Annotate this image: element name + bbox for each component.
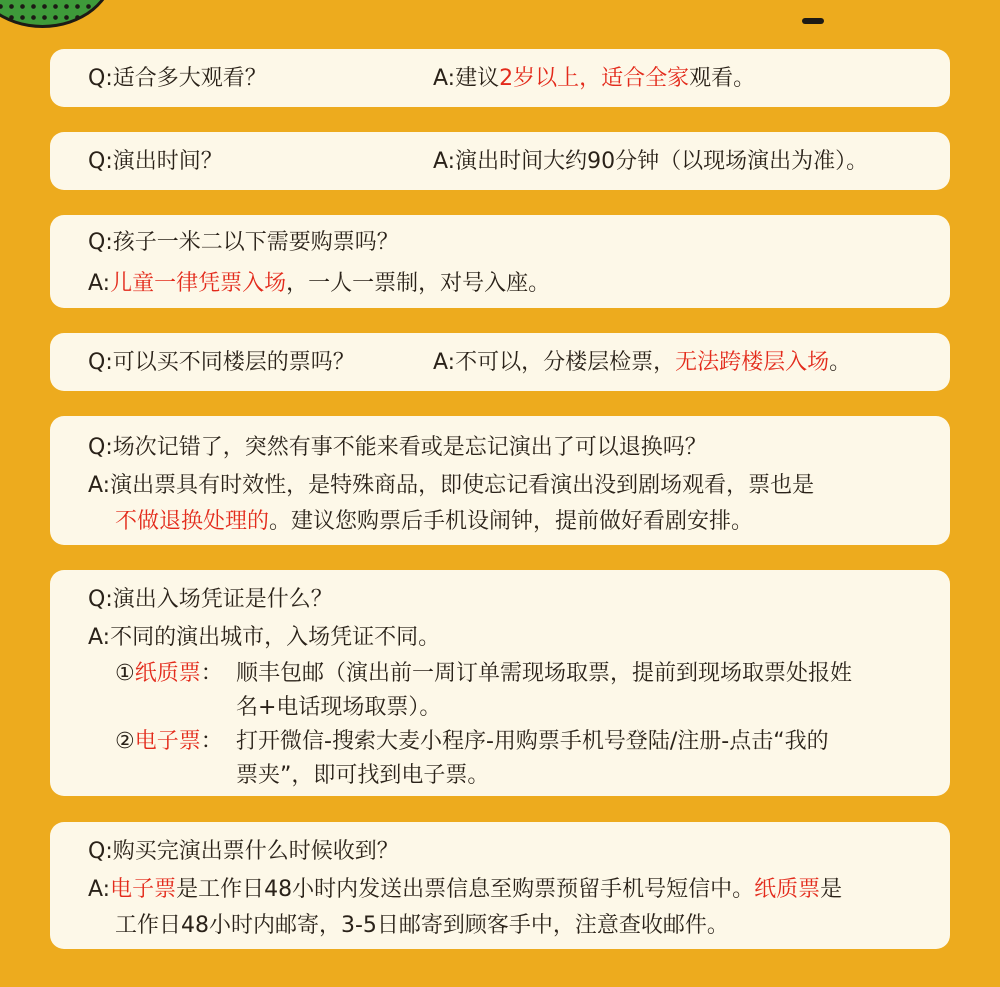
faq-card-duration — [50, 132, 950, 190]
highlight-text: 不做退换处理的 — [115, 509, 270, 534]
highlight-text: 儿童一律凭票入场 — [110, 271, 287, 296]
faq-card-delivery — [50, 822, 950, 949]
faq-answer-line1: A:电子票是工作日48小时内发送出票信息至购票预留手机号短信中。纸质票是 — [88, 877, 843, 902]
paper-ticket-desc-line1: 顺丰包邮（演出前一周订单需现场取票，提前到现场取票处报姓 — [236, 661, 853, 686]
faq-answer: A:儿童一律凭票入场，一人一票制，对号入座。 — [88, 271, 551, 296]
paper-ticket-desc-line2: 名+电话现场取票）。 — [236, 695, 442, 720]
faq-card-children-ticket — [50, 215, 950, 308]
e-ticket-label: ②电子票： — [115, 729, 223, 754]
highlight-text: 2岁以上，适合全家 — [499, 65, 690, 91]
faq-answer-line2: 不做退换处理的。建议您购票后手机设闹钟，提前做好看剧安排。 — [115, 509, 754, 534]
faq-answer: A:演出时间大约90分钟（以现场演出为准）。 — [433, 148, 869, 174]
faq-card-refund — [50, 416, 950, 545]
faq-card-age — [50, 49, 950, 107]
decorative-dash — [802, 18, 824, 24]
faq-question: Q:演出时间？ — [88, 148, 223, 174]
faq-question: Q:孩子一米二以下需要购票吗？ — [88, 230, 399, 255]
faq-answer-line2: 工作日48小时内邮寄，3-5日邮寄到顾客手中，注意查收邮件。 — [115, 913, 729, 938]
faq-question: Q:可以买不同楼层的票吗？ — [88, 349, 355, 375]
paper-ticket-label: ①纸质票： — [115, 661, 223, 686]
faq-answer: A:建议2岁以上，适合全家观看。 — [433, 65, 756, 91]
faq-answer: A:不可以，分楼层检票，无法跨楼层入场。 — [433, 349, 852, 375]
faq-answer-line1: A:演出票具有时效性，是特殊商品，即使忘记看演出没到剧场观看，票也是 — [88, 473, 815, 498]
faq-question: Q:适合多大观看？ — [88, 65, 267, 91]
e-ticket-desc-line2: 票夹”，即可找到电子票。 — [236, 763, 490, 788]
faq-question: Q:演出入场凭证是什么？ — [88, 587, 333, 612]
e-ticket-desc-line1: 打开微信-搜索大麦小程序-用购票手机号登陆/注册-点击“我的 — [236, 729, 829, 754]
highlight-text: 无法跨楼层入场 — [675, 349, 830, 375]
faq-card-entry-credential — [50, 570, 950, 796]
faq-question: Q:购买完演出票什么时候收到？ — [88, 839, 399, 864]
decorative-green-blob — [0, 0, 115, 28]
faq-card-floor — [50, 333, 950, 391]
faq-question: Q:场次记错了，突然有事不能来看或是忘记演出了可以退换吗？ — [88, 435, 707, 460]
faq-answer: A:不同的演出城市，入场凭证不同。 — [88, 625, 441, 650]
